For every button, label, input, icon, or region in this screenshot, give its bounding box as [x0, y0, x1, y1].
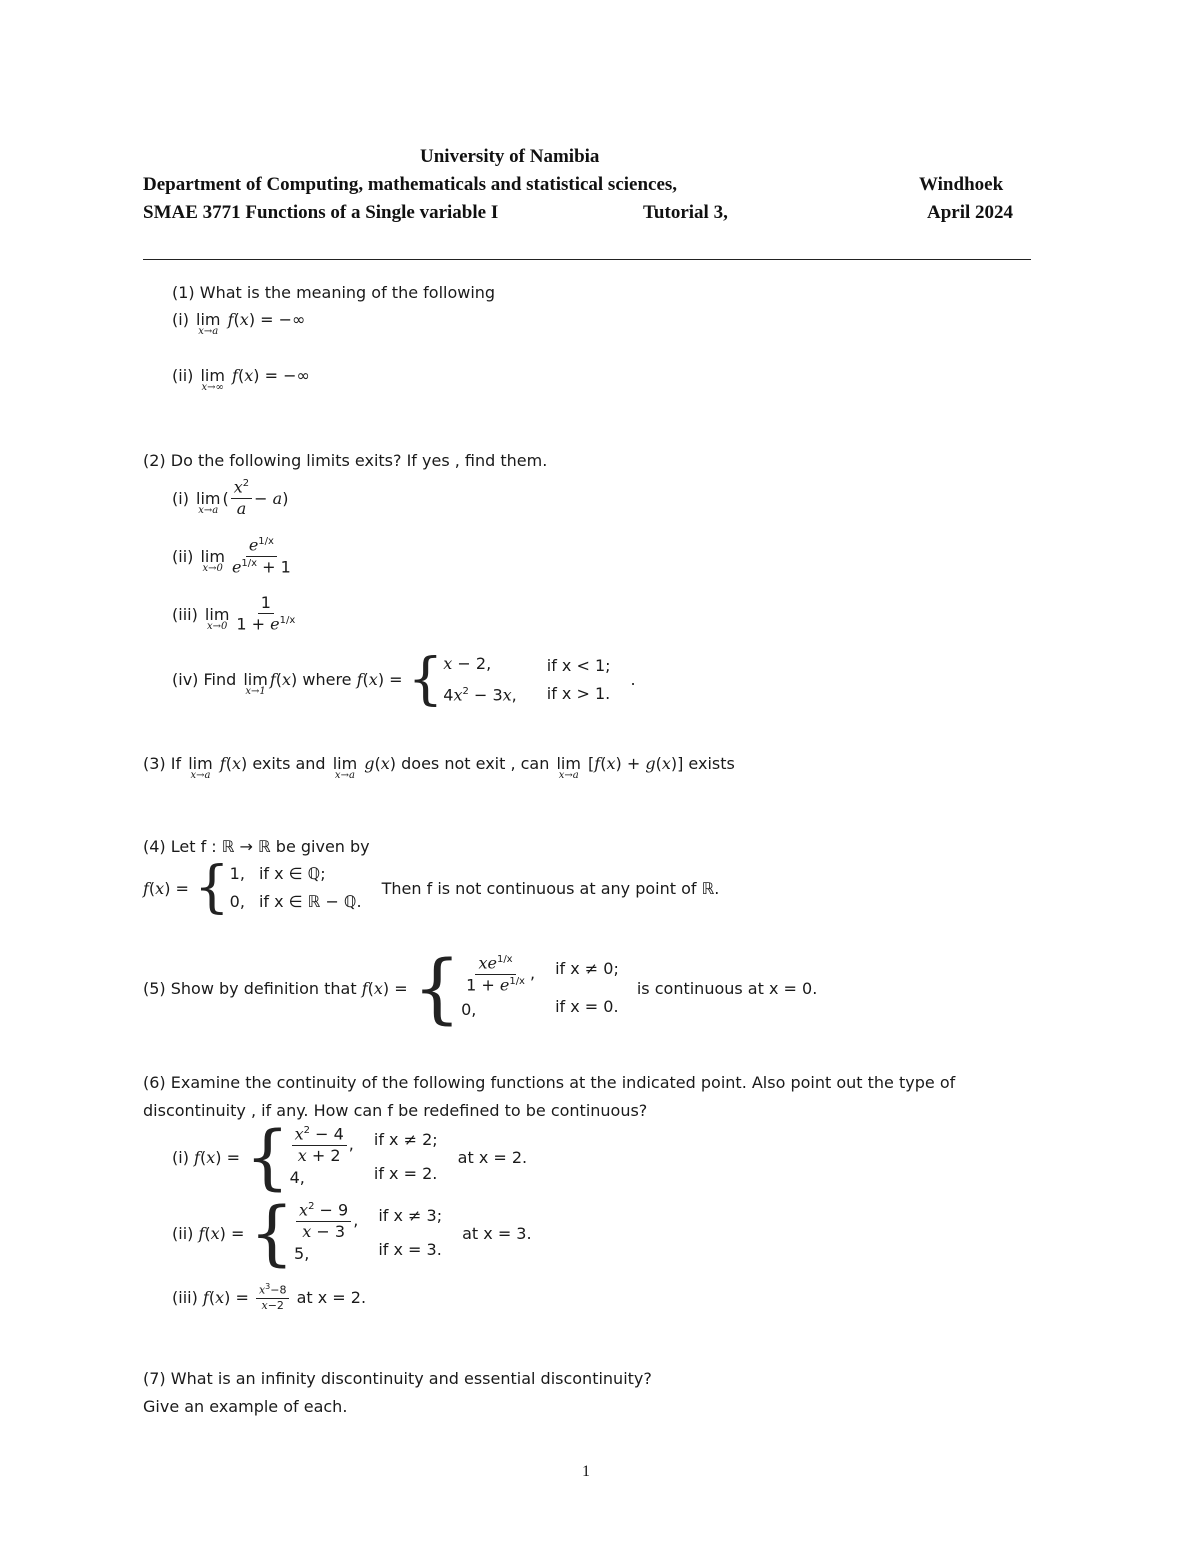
q5-question: (5) Show by definition that f ( x ) = { $\frac{xe^{1/x}}{1 + e^{1/x}}$ , 0, if x ≠ 0; if x = 0. is continuous at x = 0.	[143, 943, 818, 1032]
q5-suffix: is continuous at x = 0.	[636, 978, 818, 998]
q6-ii-cond1: if x ≠ 3;	[378, 1206, 443, 1225]
page-number: 1	[582, 1463, 590, 1480]
q6-line1: (6) Examine the continuity of the following functions at the indicated point. Also point out the type of	[143, 1073, 956, 1092]
q6-i-at: at x = 2.	[457, 1147, 528, 1167]
q2-part-ii: (ii) lim x→0 $\frac{e^{1/x}}{e^{1/x} + 1}$	[172, 535, 291, 577]
q6-i-case2: 4,	[289, 1168, 305, 1188]
q2-iii-label: (iii)	[172, 604, 198, 624]
q6-iii-at: at x = 2.	[296, 1287, 367, 1307]
q6-part-ii: (ii) f ( x ) = { $\frac{x^2 - 9}{x - 3}$ , 5, if x ≠ 3; if x = 3. at x = 3.	[172, 1192, 532, 1274]
q6-ii-cond2: if x = 3.	[378, 1240, 442, 1259]
q1-part-ii: (ii) lim x→∞ f(x) = −∞	[172, 366, 310, 393]
q2-i-label: (i)	[172, 488, 189, 508]
header-divider	[143, 259, 1031, 260]
q6-i-cond2: if x = 2.	[373, 1164, 438, 1183]
q3-suffix: exists	[688, 754, 735, 773]
q4-cond2: if x ∈ ℝ − ℚ.	[258, 892, 362, 911]
q5-cond2: if x = 0.	[555, 997, 619, 1016]
q7-line2: Give an example of each.	[143, 1397, 348, 1416]
q2-part-iv: (iv) Find lim x→1 f ( x ) where f ( x ) = { x − 2, $4x^2 - 3x$, if x < 1; if x > 1. .	[172, 646, 636, 712]
q3-mid2: does not exit , can	[401, 754, 550, 773]
q4-case2: 0,	[229, 892, 245, 911]
q5-prefix: (5) Show by definition that	[143, 978, 357, 998]
q4-conclusion: Then f is not continuous at any point of ℝ.	[381, 878, 720, 898]
q2-part-iii: (iii) lim x→0 $\frac{1}{1 + e^{1/x}}$	[172, 593, 296, 634]
tutorial-number: Tutorial 3,	[643, 202, 728, 223]
q1-part-i: (i) lim x→a f(x) = −∞	[172, 310, 306, 337]
date: April 2024	[927, 202, 1014, 223]
q6-line2: discontinuity , if any. How can f be redefined to be continuous?	[143, 1101, 648, 1120]
course-title: SMAE 3771 Functions of a Single variable I	[143, 202, 499, 223]
q5-case2: 0,	[461, 1000, 477, 1020]
q2-prompt: (2) Do the following limits exits? If yes , find them.	[143, 451, 548, 470]
q4-function: f ( x ) = { 1, 0, if x ∈ ℚ; if x ∈ ℝ − ℚ. Then f is not continuous at any point of ℝ.	[143, 855, 720, 920]
q5-cond1: if x ≠ 0;	[555, 959, 619, 978]
q6-ii-at: at x = 3.	[462, 1223, 532, 1243]
q4-case1: 1,	[229, 864, 245, 883]
q6-i-cond1: if x ≠ 2;	[373, 1130, 438, 1149]
q6-i-label: (i)	[172, 1147, 189, 1167]
q7-line1: (7) What is an infinity discontinuity and essential discontinuity?	[143, 1369, 652, 1388]
department-name: Department of Computing, mathematicals and statistical sciences,	[143, 174, 678, 195]
city: Windhoek	[919, 174, 1004, 195]
q6-iii-label: (iii)	[172, 1287, 198, 1307]
q6-ii-label: (ii)	[172, 1223, 194, 1243]
q6-part-iii: (iii) f ( x ) = $\frac{x^3-8}{x-2}$ at x = 2.	[172, 1282, 367, 1313]
q3-mid1: exits and	[252, 754, 326, 773]
q3-prefix: (3) If	[143, 754, 182, 773]
q4-cond1: if x ∈ ℚ;	[258, 864, 326, 883]
q2-iv-label: (iv) Find	[172, 670, 237, 690]
q3-question: (3) If lim x→a f(x) exits and lim x→a g(x) does not exit , can lim x→a [f(x) + g(x)] exists	[143, 754, 735, 781]
q2-part-i: (i) lim x→a ( $\frac{x^2}{a}$ − a )	[172, 477, 289, 518]
q1-i-label: (i)	[172, 310, 189, 329]
q4-prompt: (4) Let f : ℝ → ℝ be given by	[143, 837, 370, 856]
q6-ii-case2: 5,	[294, 1244, 310, 1264]
q6-part-i: (i) f ( x ) = { $\frac{x^2 - 4}{x + 2}$ , 4, if x ≠ 2; if x = 2. at x = 2.	[172, 1116, 528, 1198]
university-name: University of Namibia	[420, 146, 600, 167]
q2-iv-cond1: if x < 1;	[546, 655, 611, 675]
q2-iv-cond2: if x > 1.	[546, 683, 611, 703]
q1-ii-label: (ii)	[172, 366, 194, 385]
q1-prompt: (1) What is the meaning of the following	[172, 283, 496, 302]
where-word: where	[302, 670, 352, 690]
q2-ii-label: (ii)	[172, 546, 194, 566]
